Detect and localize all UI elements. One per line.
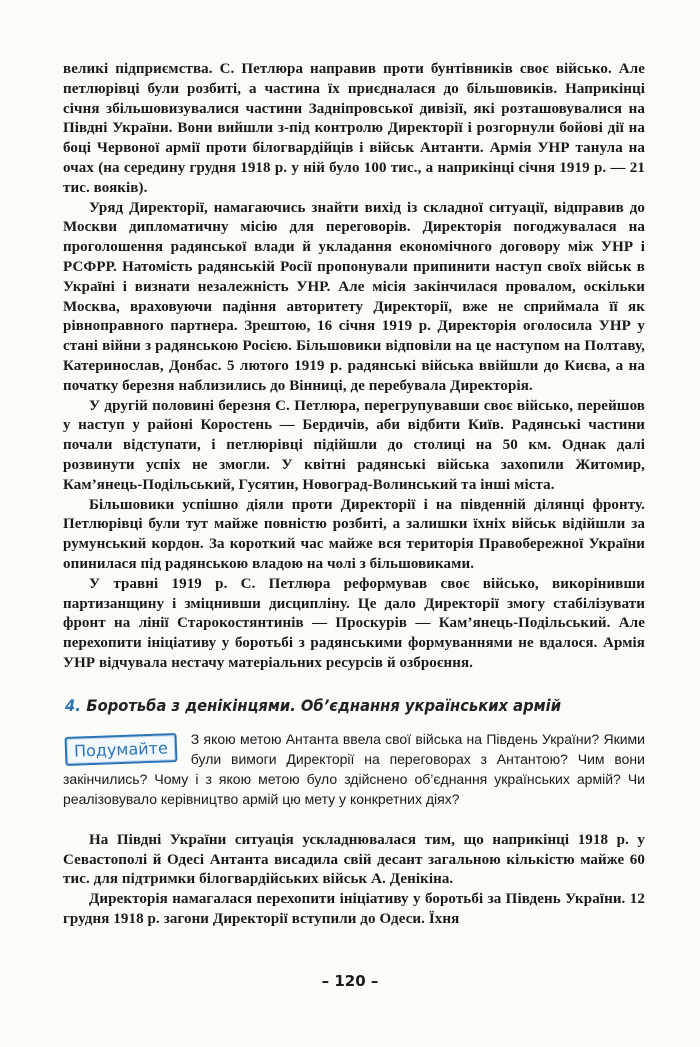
paragraph: великі підприємства. С. Петлюра направив проти бунтівників своє військо. Але петлюрівці були розбиті, а частина їх приєдналася до більшовиків. Наприкінці січня збільшовизувалися частини Задніпровської дивізії, які розташовувалися на Півдні України. Вони вийшли з-під контролю Директорії і розгорнули бойові дії на боці Червоної армії проти білогвардійців і військ Антанти. Армія УНР танула на очах (на середину грудня 1918 р. у ній було 100 тис., а наприкінці січня 1919 р. — 21 тис. вояків).	[63, 61, 645, 196]
think-badge-stamp: Подумайте	[65, 733, 178, 766]
paragraph: Більшовики успішно діяли проти Директорії і на південній ділянці фронту. Петлюрівці були тут майже повністю розбиті, а залишки їхніх військ відійшли за румунський кордон. За короткий час майже вся територія Правобережної України опинилася під радянською владою на чолі з більшовиками.	[63, 496, 645, 572]
paragraph: На Півдні України ситуація ускладнювалася тим, що наприкінці 1918 р. у Севастополі й Одесі Антанта висадила свій десант загальною кількістю майже 60 тис. для підтримки білогвардійських військ А. Денікіна.	[63, 831, 645, 888]
section-title: Боротьба з денікінцями. Об’єднання українських армій	[86, 695, 562, 715]
page-content	[63, 60, 645, 930]
paragraph: Уряд Директорії, намагаючись знайти вихід із складної ситуації, відправив до Москви дипломатичну місію для переговорів. Директорія погоджувалася на проголошення радянської влади й укладання економічного договору між УНР і РСФРР. Натомість радянській Росії пропонували припинити наступ своїх військ в Україні і визнати незалежність УНР. Але місія закінчилася провалом, оскільки Москва, враховуючи падіння авторитету Директорії, вже не сприймала її як рівноправного партнера. Зрештою, 16 січня 1919 р. Директорія оголосила УНР у стані війни з радянською Росією. Більшовики відповіли на це наступом на Полтаву, Катеринослав, Донбас. 5 лютого 1919 р. радянські війська ввійшли до Києва, а на початку березня наблизились до Вінниці, де перебувала Директорія.	[63, 199, 645, 394]
section-heading	[65, 696, 599, 715]
paragraph: У травні 1919 р. С. Петлюра реформував своє військо, викорінивши партизанщину і зміцнивши дисципліну. Це дало Директорії змогу стабілізувати фронт на лінії Старокостянтинів — Проскурів — Кам’янець-Подільський. Але перехопити ініціативу у боротьбі з радянськими формуваннями не вдалося. Армія УНР відчувала нестачу матеріальних ресурсів й озброєння.	[63, 575, 645, 671]
section-number: 4.	[65, 695, 81, 715]
think-questions: З якою метою Антанта ввела свої війська на Південь України? Якими були вимоги Директорії на переговорах з Антантою? Чим вони закінчились? Чому і з якою метою було здійснено об’єднання українських армій? Чи реалізовувало керівництво армій цю мету у конкретних діях?	[63, 730, 645, 807]
page-number: – 120 –	[321, 972, 379, 990]
think-box	[63, 729, 645, 809]
paragraph: У другій половині березня С. Петлюра, перегрупувавши своє військо, перейшов у наступ у районі Коростень — Бердичів, аби відбити Київ. Радянські частини почали відступати, і петлюрівці підійшли до столиці на 50 км. Однак далі розвинути успіх не змогли. У квітні радянські війська захопили Житомир, Кам’янець-Подільський, Гусятин, Новоград-Волинський та інші міста.	[63, 397, 645, 493]
paragraph: Директорія намагалася перехопити ініціативу у боротьбі за Південь України. 12 грудня 1918 р. загони Директорії вступили до Одеси. Їхня	[63, 891, 645, 927]
